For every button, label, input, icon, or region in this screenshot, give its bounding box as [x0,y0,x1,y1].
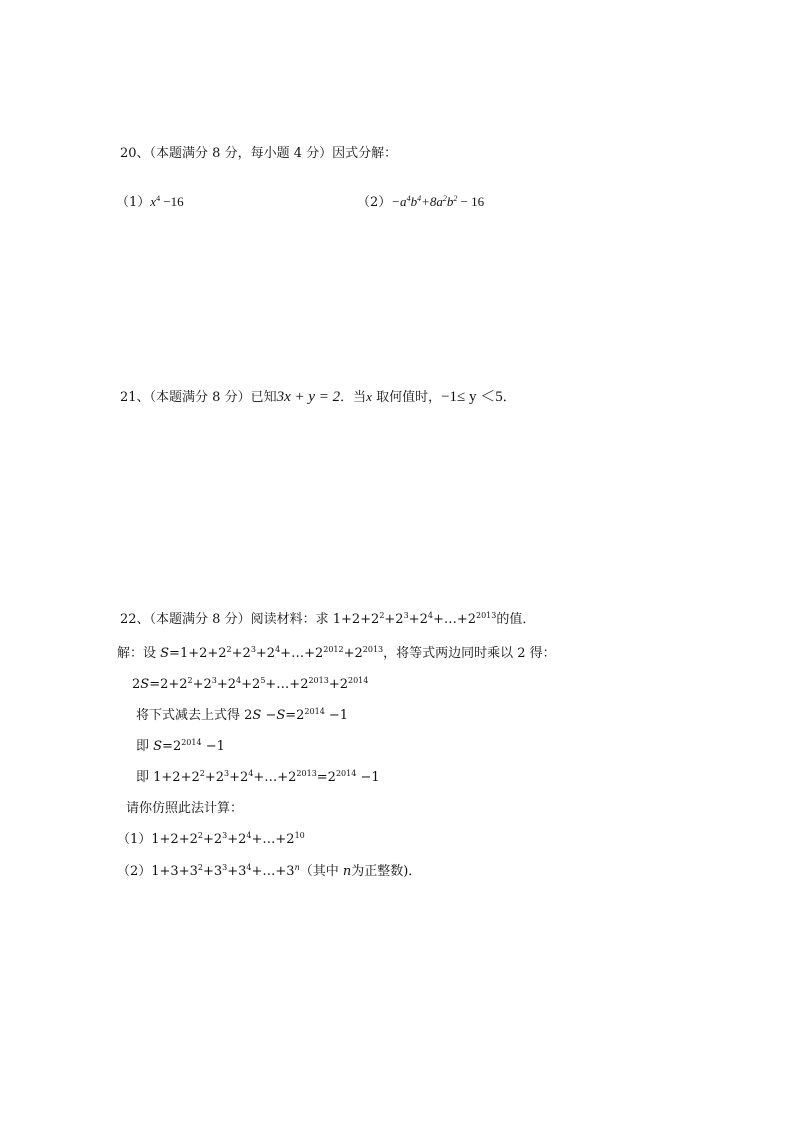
exp: 4 [236,676,242,685]
q20-part1-expr [150,194,183,209]
term: +2 [227,832,247,847]
q20-part2 [357,194,484,211]
term: +2 [343,646,363,661]
exp: 2014 [348,676,369,685]
expr-const: −16 [160,194,184,209]
expr-const: − 16 [457,194,485,209]
term: +3 [202,864,223,879]
exp: 2014 [335,769,357,778]
q21-inequality: −1≤ y ＜5 [441,389,503,405]
term: +3 [227,864,247,879]
term: +…+2 [432,612,476,627]
term: +…+2 [265,677,309,692]
q21-end: ． [502,390,516,405]
expr-term: −a [391,194,407,209]
term: （2）1+3+3 [117,864,198,879]
expr-term: b [446,194,454,209]
q21-prefix: 21、（本题满分 8 分）已知 [120,390,277,405]
q20-part2-label: （2） [357,195,392,210]
expr-exp: 4 [406,194,411,203]
term: +2 [231,646,251,661]
q22-heading-text: 22、（本题满分 8 分）阅读材料：求 1+2+2 [120,612,380,627]
exp: 2 [379,611,385,620]
expr-exp: 2 [453,194,458,203]
expr-exp: 4 [417,194,422,203]
term: =1+2+2 [169,646,227,661]
term: − [261,708,277,723]
exp: 4 [275,645,281,654]
term: +…+2 [280,646,324,661]
expr-exp: 2 [442,194,447,203]
exp: 2014 [304,707,325,716]
term: =2 [162,739,182,754]
exp: 2012 [323,645,344,654]
term: +2 [255,646,276,661]
q20-part2-expr [391,194,484,209]
var-n: n [342,864,352,879]
exp: 2 [197,863,203,872]
var-S: S [160,646,170,661]
term: −1 [324,708,349,723]
exp: 4 [248,769,254,778]
exp: 2013 [296,769,317,778]
q22-heading [120,612,535,628]
var-S: S [252,708,262,723]
term: 将下式减去上式得 2 [136,708,253,723]
exp: 2013 [308,676,329,685]
q20-part1-label: （1） [116,195,151,210]
q21-line [120,389,516,406]
exp: 3 [250,645,256,654]
term: +2 [328,677,348,692]
exp: 2 [199,769,205,778]
var-S: S [140,677,150,692]
exp: 3 [222,863,228,872]
term: +2 [229,770,249,785]
term: 为正整数)． [351,864,422,879]
term: −1 [356,770,380,785]
term: +2 [408,612,428,627]
exp: 2 [197,831,203,840]
q21-mid1: ．当 [340,390,367,405]
q22-step1 [132,677,368,693]
term: +2 [216,677,237,692]
expr-var: x [150,194,157,209]
term: 即 1+2+2 [136,770,200,785]
term: +2 [192,677,212,692]
term: 2 [132,677,141,692]
term: 即 [136,739,154,754]
term: 的值． [496,612,536,627]
expr-term: +8a [421,194,443,209]
exp: 3 [211,676,217,685]
exp: 2013 [362,645,384,654]
var-S: S [276,708,286,723]
q22-solution-intro [117,646,556,662]
q22-step2 [136,708,348,724]
exp: 3 [224,769,230,778]
term: +2 [204,770,224,785]
q20-part1 [116,194,184,211]
exp: 3 [403,611,409,620]
term: +2 [384,612,404,627]
exp: 2 [187,676,193,685]
exp: 3 [222,831,228,840]
term: ，将等式两边同时乘以 2 得： [383,646,556,661]
exp: 4 [427,611,433,620]
term: −1 [201,739,225,754]
term: +2 [202,832,223,847]
exp: 2014 [181,738,202,747]
exp: 10 [294,831,305,840]
q22-task1 [117,832,305,848]
q22-task2 [117,864,421,880]
term: （1）1+2+2 [117,832,198,847]
term: +…+2 [253,770,297,785]
term: =2+2 [149,677,188,692]
q21-mid2: 取何值时， [371,390,442,405]
q22-step3 [136,739,225,755]
sol-prefix: 解：设 [117,646,161,661]
q22-step4 [136,770,380,786]
term: +…+3 [251,864,295,879]
q22-prompt: 请你仿照此法计算： [126,801,244,816]
exp: n [294,863,300,872]
q21-var: x [366,389,372,404]
exp: 2 [226,645,232,654]
term: =2 [285,708,305,723]
term: +…+2 [251,832,295,847]
exp: 4 [246,831,252,840]
expr-exp: 4 [156,194,161,203]
exp: 4 [246,863,252,872]
q20-heading: 20、（本题满分 8 分，每小题 4 分）因式分解： [120,146,398,161]
q21-equation: 3x + y = 2 [276,389,341,405]
exp: 5 [260,676,266,685]
term: =2 [316,770,336,785]
exp: 2013 [476,611,497,620]
term: +2 [241,677,261,692]
term: （其中 [299,864,343,879]
expr-term: b [410,194,418,209]
var-S: S [153,739,163,754]
